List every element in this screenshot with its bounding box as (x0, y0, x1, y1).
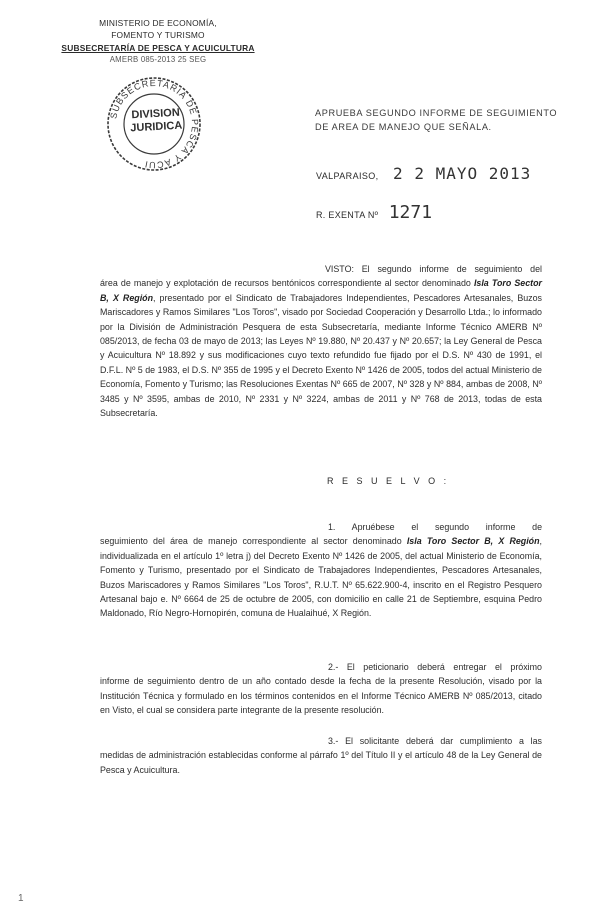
place-label: VALPARAISO, (316, 171, 379, 181)
stamp-line-juridica: JURIDICA (130, 119, 183, 135)
exenta-number: 1271 (388, 202, 433, 223)
visto-sector-name: Isla Toro Sector B, X Región (100, 278, 542, 303)
item-1-sector-name: Isla Toro Sector B, X Región (406, 536, 540, 547)
resolution-item-2 (100, 660, 542, 718)
visto-body: área de manejo y explotación de recursos bentónicos correspondiente al sector denominado Isla Toro Sector B, X Región, presentado por el Sindicato de Trabajadores Independientes, Pescadores Artesanales, Buzos Mariscadores y Ramos Similares "Los Toros", visado por Sociedad Cooperación y Desarrollo Ltda.; lo informado por la División de Administración Pesquera de esta Subsecretaría, mediante Informe Técnico AMERB Nº 085/2013, de fecha 03 de mayo de 2013; las Leyes Nº 19.880, Nº 20.437 y Nº 20.657; la Ley General de Pesca y Acuicultura Nº 18.892 y sus modificaciones cuyo texto refundido fue fijado por el D.S. Nº 430 de 1991, el D.F.L. Nº 5 de 1983, el D.S. Nº 355 de 1995 y el Decreto Exento Nº 1426 de 2005, todos del actual Ministerio de Economía, Fomento y Turismo; las Resoluciones Exentas Nº 665 de 2007, Nº 328 y Nº 884, ambas de 2008, Nº 3485 y Nº 3595, ambas de 2010, Nº 2331 y Nº 3224, ambas de 2011 y Nº 768 de 2013, todas de esta Subsecretaría. (100, 278, 542, 419)
svg-text:SUBSECRETARIA DE PESCA Y ACUI: SUBSECRETARIA DE PESCA Y ACUI (108, 77, 201, 171)
title-line-2: DE AREA DE MANEJO QUE SEÑALA. (315, 122, 492, 132)
date-stamp: 2 2 MAYO 2013 (393, 164, 532, 183)
item-3-body: medidas de administración establecidas conforme al párrafo 1º del Título II y el artículo 48 de la Ley General de Pesca y Acuicultura. (100, 750, 542, 775)
item-2-body: informe de seguimiento dentro de un año contado desde la fecha de la presente Resolución, visado por la Institución Técnica y formulado en los términos contenidos en el Informe Técnico AMERB Nº 085/2013, citado en Visto, el cual se considera parte integrante de la presente resolución. (100, 676, 542, 716)
resolution-title (315, 106, 575, 134)
letterhead (58, 18, 258, 64)
item-1-first-line: 1. Apruébese el segundo informe de (328, 522, 542, 532)
visto-paragraph (100, 262, 542, 420)
ministry-subtitle: FOMENTO Y TURISMO (111, 30, 205, 40)
visto-first-line: VISTO: El segundo informe de seguimiento del (325, 264, 542, 274)
place-date (316, 164, 576, 184)
resuelvo-heading: R E S U E L V O : (327, 476, 450, 486)
title-line-1: APRUEBA SEGUNDO INFORME DE SEGUIMIENTO (315, 108, 558, 118)
resolution-number (316, 202, 516, 223)
exenta-label: R. EXENTA Nº (316, 210, 379, 220)
subsecretaria-name: SUBSECRETARÍA DE PESCA Y ACUICULTURA (61, 43, 255, 53)
item-2-first-line: 2.- El peticionario deberá entregar el próximo (328, 662, 542, 672)
stamp-line-division: DIVISION (131, 106, 181, 122)
resolution-item-3 (100, 734, 542, 777)
ministry-name: MINISTERIO DE ECONOMÍA, (99, 18, 217, 28)
resolution-item-1 (100, 520, 542, 621)
division-juridica-stamp (104, 74, 204, 174)
file-reference: AMERB 085-2013 25 SEG (109, 55, 207, 64)
page-mark: 1 (18, 893, 24, 904)
item-3-first-line: 3.- El solicitante deberá dar cumplimiento a las (328, 736, 542, 746)
item-1-body: seguimiento del área de manejo correspondiente al sector denominado Isla Toro Sector B, X Región, individualizada en el artículo 1º letra j) del Decreto Exento Nº 1426 de 2005, del actual Ministerio de Economía, Fomento y Turismo, presentado por el Sindicato de Trabajadores Independientes, Pescadores Artesanales, Buzos Mariscadores y Ramos Similares "Los Toros", R.U.T. Nº 65.622.900-4, inscrito en el Registro Pesquero Artesanal bajo e. Nº 6664 de 25 de octubre de 2005, con domicilio en calle 21 de Septiembre, esquina Pedro Maldonado, Río Negro-Hornopirén, comuna de Hualaihué, X Región. (100, 536, 542, 619)
